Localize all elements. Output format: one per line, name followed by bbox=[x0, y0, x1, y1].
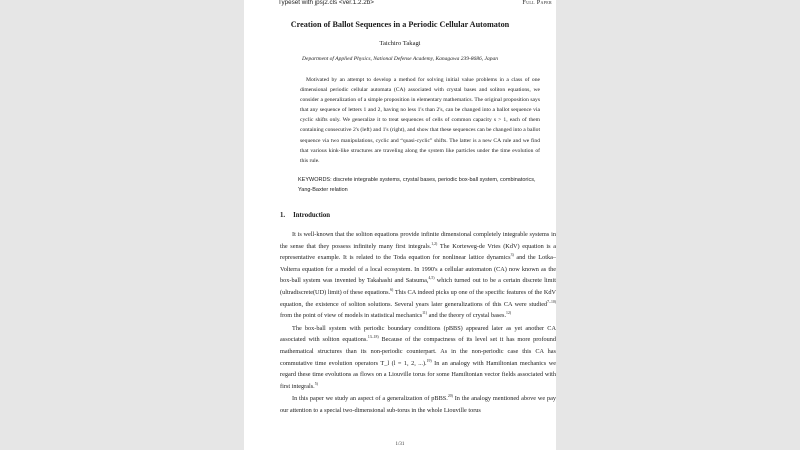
citation: 11) bbox=[422, 311, 428, 316]
citation: 4,5) bbox=[428, 276, 435, 281]
citation: 12) bbox=[506, 311, 512, 316]
section-number: 1. bbox=[280, 212, 286, 219]
keywords-label: KEYWORDS: bbox=[298, 177, 332, 183]
author-affiliation: Department of Applied Physics, National Defense Academy, Kanagawa 239-8686, Japan bbox=[302, 56, 498, 62]
author-name: Taichiro Takagi bbox=[379, 40, 421, 47]
paragraph: The box-ball system with periodic boundary conditions (pBBS) appeared later as yet another CA associated with soliton equations.$^{13-18)}$ Because of the compactness of its level set it has more profound mathematical structures than its non-periodic counterpart. As in the non-periodic case this CA has commutative time evolution operators T_l (l = 1, 2, ...).$^{19)}$ In an analogy with Hamiltonian mechanics we regard these time evolutions as flows on a Liouville torus for some Hamiltonian vector fields associated with first integrals.$^{5)}$ bbox=[280, 324, 556, 390]
paper-title: Creation of Ballot Sequences in a Periodic Cellular Automaton bbox=[290, 20, 510, 29]
body-text bbox=[280, 229, 556, 417]
page-number: 1/31 bbox=[395, 442, 405, 447]
abstract: Motivated by an attempt to develop a method for solving initial value problems in a class of one dimensional periodic cellular automata (CA) associated with crystal bases and soliton equations, we consider a generalization of a simple proposition in elementary mathematics. The original proposition says that any sequence of letters 1 and 2, having no less 1's than 2's, can be changed into a ballot sequence via cyclic shifts only. We generalize it to treat sequences of cells of common capacity s > 1, each of them containing consecutive 2's (left) and 1's (right), and show that these sequences can be changed into a ballot sequence via two manipulations, cyclic and “quasi-cyclic” shifts. The latter is a new CA rule and we find that various kink-like structures are traveling along the system like particles under the time evolution of this rule. bbox=[300, 77, 540, 164]
paragraph: In this paper we study an aspect of a generalization of pBBS.$^{20)}$ In the analogy mentioned above we pay our attention to a special two-dimensional sub-torus in the whole Liouville torus bbox=[280, 394, 556, 414]
citation: 3) bbox=[510, 253, 514, 258]
citation: 6) bbox=[390, 287, 394, 292]
running-header-right: Full Paper bbox=[522, 0, 552, 6]
keywords bbox=[298, 176, 550, 196]
citation: 20) bbox=[447, 394, 453, 399]
citation: 7–10) bbox=[547, 299, 556, 304]
running-header-left: Typeset with jpsj2.cls <ver.1.2.2b> bbox=[278, 0, 374, 6]
citation: 13–18) bbox=[367, 335, 379, 340]
citation: 5) bbox=[314, 381, 318, 386]
section-heading bbox=[280, 212, 330, 219]
pdf-page bbox=[244, 0, 556, 450]
keywords-text: discrete integrable systems, crystal bases, periodic box-ball system, combinatorics, Yang-Baxter relation bbox=[298, 177, 536, 193]
section-title: Introduction bbox=[293, 212, 330, 219]
paragraph: It is well-known that the soliton equations provide infinite dimensional completely integrable systems in the sense that they possess infinitely many first integrals.$^{1,2)}$ The Korteweg-de Vries (KdV) equation is a representative example. It is related to the Toda equation for nonlinear lattice dynamics$^{3)}$ and the Lotka–Volterra equation for a model of a local ecosystem. In 1990's a cellular automaton (CA) now known as the box-ball system was invented by Takahashi and Satsuma,$^{4,5)}$ which turned out to be a certain discrete limit (ultradiscrete(UD) limit) of these equations.$^{6)}$ This CA indeed picks up one of the specific features of the KdV equation, the existence of soliton solutions. Several years later generalizations of this CA were studied$^{7-10)}$ from the point of view of models in statistical mechanics$^{11)}$ and the theory of crystal bases.$^{12)}$ bbox=[280, 231, 556, 320]
citation: 19) bbox=[426, 358, 432, 363]
citation: 1,2) bbox=[431, 241, 438, 246]
